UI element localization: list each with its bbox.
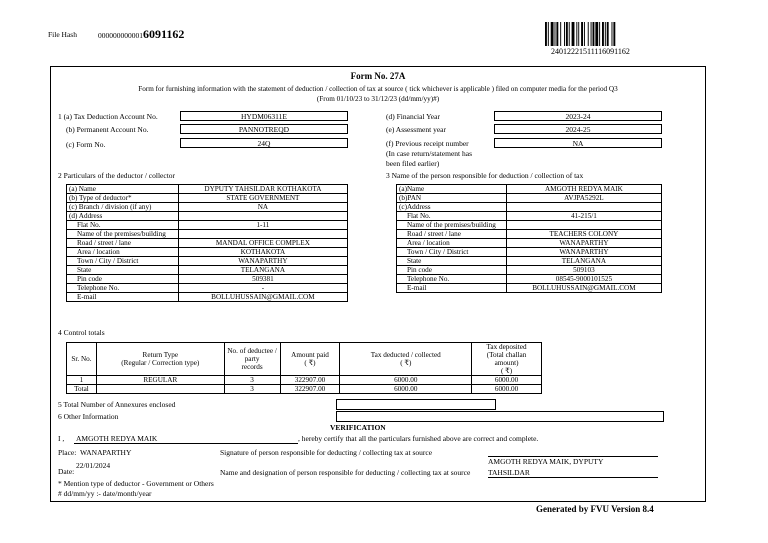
pan-label: (b) Permanent Account No. [66,125,149,134]
barcode-bar [588,22,589,46]
header-return-type: Return Type (Regular / Correction type) [96,343,224,376]
verification-i-label: I , [58,434,65,443]
row-value: - [178,284,347,293]
table-row [397,212,662,221]
row-label: E-mail [67,293,179,302]
verifier-name: AMGOTH REDYA MAIK [76,434,158,443]
row-value: TELANGANA [178,266,347,275]
barcode-bar [555,22,556,46]
row-value: TELANGANA [506,257,661,266]
section-2-title: 2 Particulars of the deductor / collector [58,171,176,180]
row-value: WANAPARTHY [506,248,661,257]
barcode-image [545,22,654,46]
form-no-field: 24Q [180,138,348,148]
barcode-bar [581,22,583,46]
table-row [397,203,662,212]
table-row [67,266,348,275]
form-title: Form No. 27A [350,71,406,81]
table-row [397,284,662,293]
other-info-field [336,411,664,422]
row-label: Road / street / lane [67,239,179,248]
barcode-bar [613,22,615,46]
deductor-table [66,184,348,302]
row-value: TEACHERS COLONY [506,230,661,239]
row-deducted: 6000.00 [340,385,472,394]
row-label: Flat No. [67,221,179,230]
row-deducted: 6000.00 [340,376,472,385]
fy-label: (d) Financial Year [386,112,440,121]
row-amount: 322907.00 [280,376,340,385]
prev-receipt-label-1: (f) Previous receipt number [386,139,469,148]
table-row [397,266,662,275]
barcode-bar [556,22,558,46]
row-deposited: 6000.00 [472,385,542,394]
header-tax-deposited: Tax deposited (Total challan amount) ( ₹) [472,343,542,376]
section-6-label: 6 Other Information [58,412,119,421]
row-sr: Total [67,385,97,394]
row-label: Area / location [67,248,179,257]
row-value: BOLLUHUSSAIN@GMAIL.COM [178,293,347,302]
signature-label: Signature of person responsible for deducting / collecting tax at source [220,448,433,457]
row-records: 3 [224,385,280,394]
table-row [67,248,348,257]
control-totals-table [66,342,542,394]
row-value: NA [178,203,347,212]
row-records: 3 [224,376,280,385]
barcode-bar [576,22,577,46]
row-label: State [67,266,179,275]
section-3-title: 3 Name of the person responsible for deduction / collection of tax [386,171,584,180]
control-header-row [67,343,542,376]
row-type: REGULAR [96,376,224,385]
designation-underline [488,477,658,478]
table-row [67,293,348,302]
row-label: (d) Address [67,212,179,221]
row-value: WANAPARTHY [178,257,347,266]
barcode-bar [548,22,549,46]
ay-field: 2024-25 [494,124,662,134]
row-sr: 1 [67,376,97,385]
row-value: WANAPARTHY [506,239,661,248]
barcode-bar [612,22,613,46]
table-row [397,239,662,248]
generated-by: Generated by FVU Version 8.4 [536,504,654,514]
row-value: 08545-9000101525 [506,275,661,284]
row-value: MANDAL OFFICE COMPLEX [178,239,347,248]
row-label: Town / City / District [67,257,179,266]
row-label: (c)Address [397,203,507,212]
table-row [397,248,662,257]
row-value [178,212,347,221]
verifier-name-underline [74,443,298,444]
barcode-bar [578,22,579,46]
row-value: KOTHAKOTA [178,248,347,257]
row-amount: 322907.00 [280,385,340,394]
barcode-bar [564,22,565,46]
file-hash-label: File Hash [48,30,77,39]
row-label: Name of the premises/building [397,221,507,230]
row-label: Area / location [397,239,507,248]
row-value: 1-11 [178,221,347,230]
table-row [397,185,662,194]
table-row [67,230,348,239]
header-tax-deducted: Tax deducted / collected ( ₹) [340,343,472,376]
file-hash-bold: 6091162 [143,27,185,41]
row-deposited: 6000.00 [472,376,542,385]
responsible-table [396,184,662,293]
row-type [96,385,224,394]
row-label: E-mail [397,284,507,293]
barcode-bar [572,22,575,46]
barcode-bar [584,22,585,46]
row-value: BOLLUHUSSAIN@GMAIL.COM [506,284,661,293]
barcode-number: 24012221511116091162 [551,47,630,56]
table-row [67,275,348,284]
footnote-date-format: # dd/mm/yy :- date/month/year [58,489,152,498]
row-value: AVJPA5292L [506,194,661,203]
table-row [397,221,662,230]
row-value: AMGOTH REDYA MAIK [506,185,661,194]
table-row [67,203,348,212]
barcode-bar [599,22,600,46]
row-value [178,230,347,239]
pan-field: PANNOTREQD [180,124,348,134]
row-label: Town / City / District [397,248,507,257]
barcode-bar [607,22,609,46]
row-label: Telephone No. [397,275,507,284]
form-no-label: (c) Form No. [66,140,106,149]
form-period: (From 01/10/23 to 31/12/23 (dd/mm/yy)#) [316,95,440,103]
fy-field: 2023-24 [494,111,662,121]
table-row [67,239,348,248]
table-row [397,275,662,284]
header-deductees: No. of deductee / party records [224,343,280,376]
tan-label: 1 (a) Tax Deduction Account No. [58,112,158,121]
barcode-bar [566,22,568,46]
table-row [67,221,348,230]
row-label: Road / street / lane [397,230,507,239]
row-label: Pin code [397,266,507,275]
verification-title: VERIFICATION [330,423,386,432]
annexures-field [336,399,496,410]
tan-field: HYDM06311E [180,111,348,121]
footnote-deductor-type: * Mention type of deductor - Government or Others [58,479,214,488]
table-row [397,194,662,203]
barcode-bar [545,22,547,46]
table-row [67,284,348,293]
barcode-bar [595,22,598,46]
table-row [67,376,542,385]
row-label: Pin code [67,275,179,284]
barcode-bar [602,22,604,46]
table-row [397,257,662,266]
barcode-bar [551,22,554,46]
table-row [67,257,348,266]
barcode-bar [605,22,606,46]
header-sr-no: Sr. No. [67,343,97,376]
row-label: (b) Type of deductor* [67,194,179,203]
table-row [67,185,348,194]
prev-receipt-label-3: been filed earlier) [386,159,440,168]
row-value: 41-215/1 [506,212,661,221]
ay-label: (e) Assessment year [386,125,446,134]
row-label: State [397,257,507,266]
designation-line-2: TAHSILDAR [488,468,530,477]
prev-receipt-field: NA [494,138,662,148]
barcode-bar [569,22,570,46]
row-label: (b)PAN [397,194,507,203]
place-label: Place: [58,448,77,457]
prev-receipt-label-2: (In case return/statement has [386,149,473,158]
header-amount-paid: Amount paid ( ₹) [280,343,340,376]
designation-line-1: AMGOTH REDYA MAIK, DYPUTY [488,457,604,466]
row-label: (a) Name [67,185,179,194]
barcode-bar [593,22,595,46]
barcode-bar [591,22,592,46]
certify-text: , hereby certify that all the particulars furnished above are correct and complete. [298,434,539,443]
row-value: 509103 [506,266,661,275]
form-subtitle: Form for furnishing information with the statement of deduction / collection of tax at source ( tick whichever is applicable ) filed on computer media for the period Q3 [138,85,618,93]
date-label: Date: [58,467,75,476]
date-value: 22/01/2024 [76,461,111,470]
row-label: Name of the premises/building [67,230,179,239]
table-row [397,230,662,239]
row-value: DYPUTY TAHSILDAR KOTHAKOTA [178,185,347,194]
row-value [506,221,661,230]
table-row [67,194,348,203]
barcode-bar [560,22,561,46]
row-label: Telephone No. [67,284,179,293]
row-label: Flat No. [397,212,507,221]
table-row-total [67,385,542,394]
table-row [67,212,348,221]
file-hash-value [98,27,184,42]
section-5-label: 5 Total Number of Annexures enclosed [58,400,176,409]
section-4-title: 4 Control totals [58,328,105,337]
designation-label: Name and designation of person responsible for deducting / collecting tax at source [220,468,471,477]
row-label: (a)Name [397,185,507,194]
row-label: (c) Branch / division (if any) [67,203,179,212]
row-value: STATE GOVERNMENT [178,194,347,203]
row-value [506,203,661,212]
place-value: WANAPARTHY [80,448,132,457]
row-value: 509381 [178,275,347,284]
file-hash-prefix: 000000000001 [98,31,143,40]
